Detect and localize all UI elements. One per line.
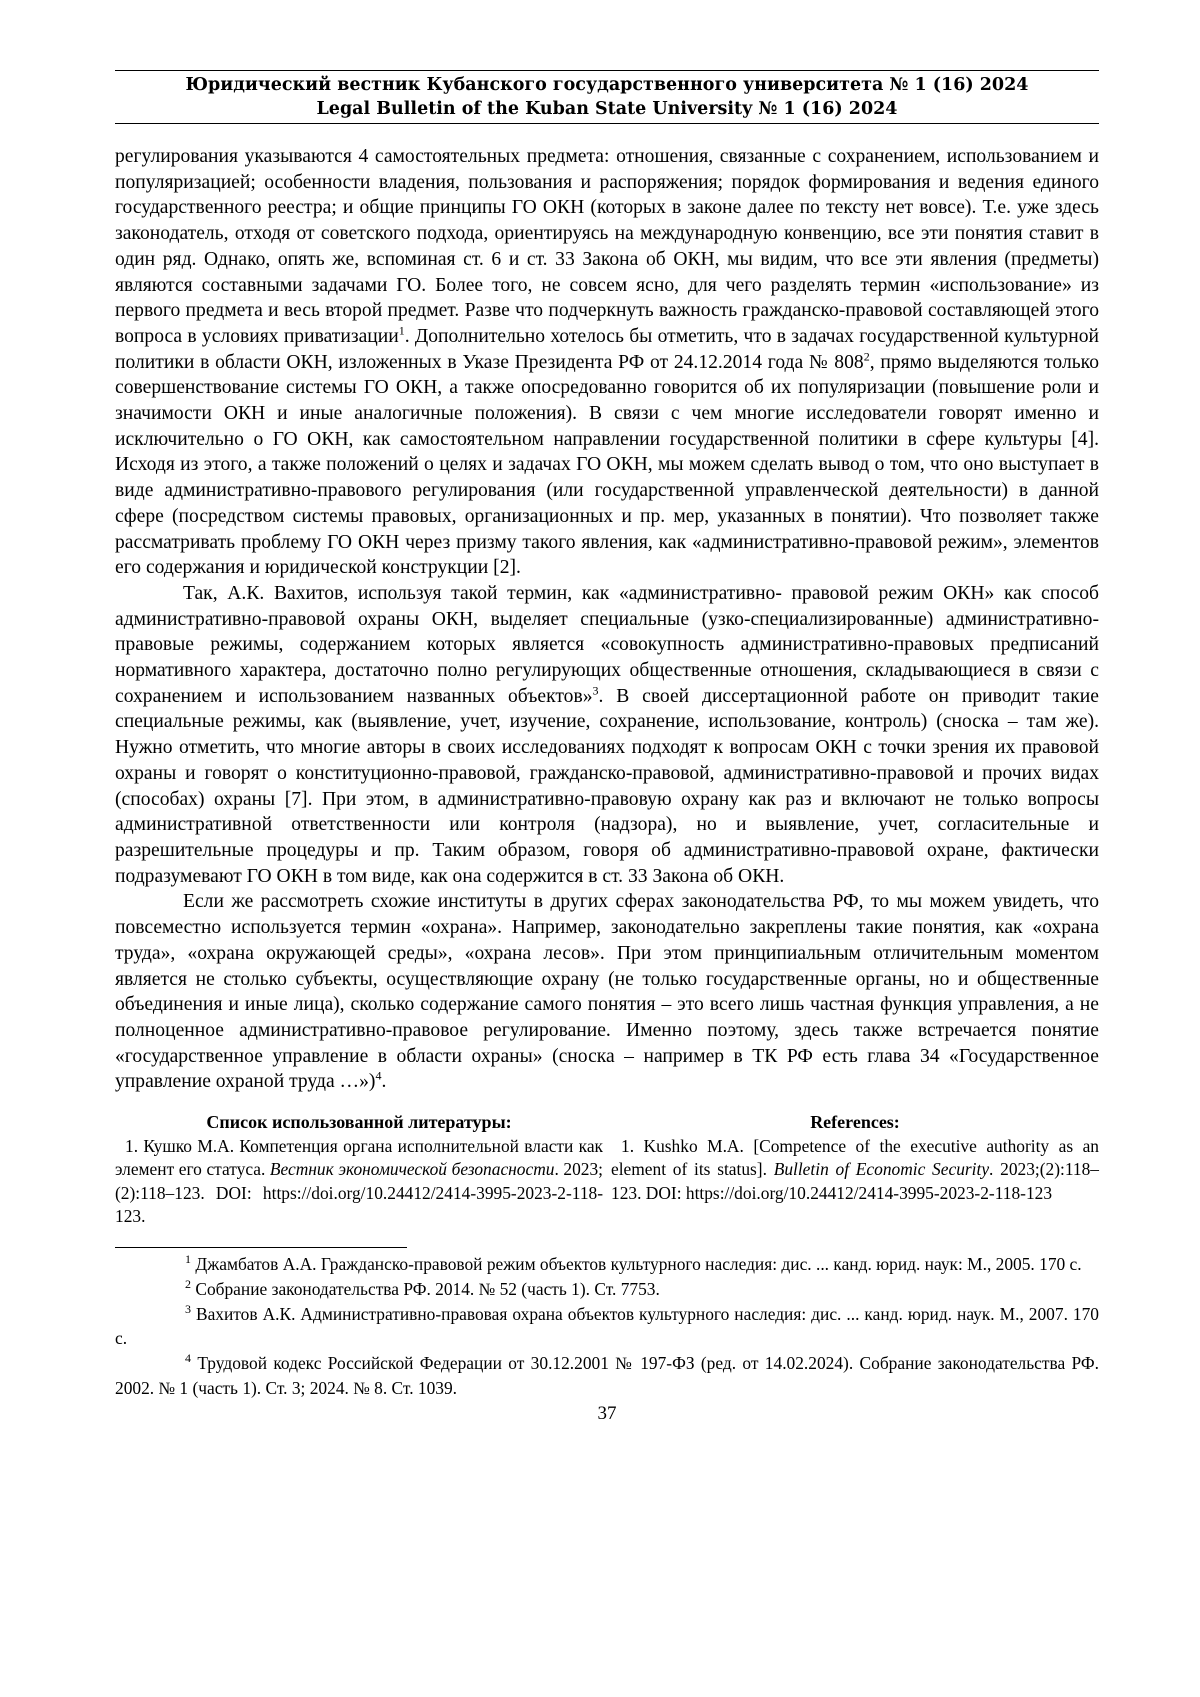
header-line-en: Legal Bulletin of the Kuban State University № 1 (16) 2024 bbox=[316, 99, 898, 119]
header-bottom-rule bbox=[115, 123, 1099, 124]
page bbox=[115, 70, 1099, 1425]
footnote-separator bbox=[115, 1247, 407, 1248]
footnotes bbox=[115, 1252, 1099, 1401]
references-en bbox=[611, 1111, 1099, 1229]
footnote-ref-3[interactable]: 3 bbox=[592, 683, 599, 698]
references-section bbox=[115, 1111, 1099, 1229]
reference-item-ru: 1. Кушко М.А. Компетенция органа исполнительной власти как элемент его статуса. Вестник экономической безопасности. 2023;(2):118–123. DOI: https://doi.org/10.24412/2414-3995-2023-2-118-123. bbox=[115, 1135, 604, 1227]
footnote-2: $^2$ Собрание законодательства РФ. 2014. № 52 (часть 1). Ст. 7753. bbox=[185, 1276, 660, 1299]
references-en-title: References: bbox=[810, 1112, 900, 1133]
article-body bbox=[115, 144, 1099, 1095]
references-ru-title: Список использованной литературы: bbox=[206, 1112, 512, 1133]
footnote-4: $^4$ Трудовой кодекс Российской Федерации от 30.12.2001 № 197-ФЗ (ред. от 14.02.2024). Собрание законодательства РФ. 2002. № 1 (часть 1). Ст. 3; 2024. № 8. Ст. 1039. bbox=[115, 1351, 1099, 1398]
footnote-1: $^1$ Джамбатов А.А. Гражданско-правовой режим объектов культурного наследия: дис. ... канд. юрид. наук: М., 2005. 170 с. bbox=[185, 1252, 1082, 1274]
footnote-ref-4[interactable]: 4 bbox=[375, 1068, 382, 1083]
footnote-ref-2[interactable]: 2 bbox=[863, 349, 870, 364]
paragraph-2: Так, А.К. Вахитов, используя такой термин, как «административно- правовой режим ОКН» как способ административно-правовой охраны ОКН, выделяет специальные (узко-специализированные) административно-правовые режимы, содержанием которых является «совокупность административно-правовых предписаний нормативного характера, достаточно полно регулирующих общественные отношения, складывающиеся в связи с сохранением и использованием названных объектов»$^3$. В своей диссертационной работе он приводит такие специальные режимы, как (выявление, учет, изучение, сохранение, использование, контроль) (сноска – там же). Нужно отметить, что многие авторы в своих исследованиях подходят к вопросам ОКН с точки зрения их правовой охраны и говорят о конституционно-правовой, гражданско-правовой, административно-правовой и прочих видах (способах) охраны [7]. При этом, в административно-правовую охрану как раз и включают не только вопросы административной ответственности или контроля (надзора), но и выявление, учет, согласительные и разрешительные процедуры и пр. Таким образом, говоря об административно-правовой охране, фактически подразумевают ГО ОКН в том виде, как она содержится в ст. 33 Закона об ОКН. bbox=[115, 582, 1099, 887]
references-ru bbox=[115, 1111, 603, 1229]
page-number: 37 bbox=[597, 1402, 617, 1424]
footnote-ref-1[interactable]: 1 bbox=[398, 323, 405, 338]
footnote-3: $^3$ Вахитов А.К. Административно-правовая охрана объектов культурного наследия: дис. ... канд. юрид. наук. М., 2007. 170 с. bbox=[115, 1301, 1099, 1349]
paragraph-3: Если же рассмотреть схожие институты в других сферах законодательства РФ, то мы можем увидеть, что повсеместно используется термин «охрана». Например, законодательно закреплены такие понятия, как «охрана труда», «охрана окружающей среды», «охрана лесов». При этом принципиальным отличительным моментом является не столько субъекты, осуществляющие охрану (не только государственные органы, но и общественные объединения и иные лица), сколько содержание самого понятия – это всего лишь частная функция управления, а не полноценное административно-правовое регулирование. Именно поэтому, здесь также встречается понятие «государственное управление в области охраны» (сноска – например в ТК РФ есть глава 34 «Государственное управление охраной труда …»)$^4$. bbox=[115, 891, 1099, 1093]
reference-item-en: 1. Kushko M.A. [Competence of the executive authority as an element of its status]. Bulletin of Economic Security. 2023;(2):118–123. DOI: https://doi.org/10.24412/2414-3995-2023-2-118-123 bbox=[611, 1135, 1099, 1203]
running-header bbox=[115, 71, 1099, 123]
paragraph-1: регулирования указываются 4 самостоятельных предмета: отношения, связанные с сохранением, использованием и популяризацией; особенности владения, пользования и распоряжения; порядок формирования и ведения единого государственного реестра; и общие принципы ГО ОКН (которых в законе далее по тексту нет вовсе). Т.е. уже здесь законодатель, отходя от советского подхода, ориентируясь на международную конвенцию, все эти понятия ставит в один ряд. Однако, опять же, вспоминая ст. 6 и ст. 33 Закона об ОКН, мы видим, что все эти явления (предметы) являются составными задачами ГО. Более того, не совсем ясно, для чего разделять термин «использование» из первого предмета и весь второй предмет. Разве что подчеркнуть важность гражданско-правовой составляющей этого вопроса в условиях приватизации$^1$. Дополнительно хотелось бы отметить, что в задачах государственной культурной политики в области ОКН, изложенных в Указе Президента РФ от 24.12.2014 года № $808^2$, прямо выделяются только совершенствование системы ГО ОКН, а также опосредованно говорится об их популяризации (повышение роли и значимости ОКН и иные аналогичные положения). В связи с чем многие исследователи говорят именно и исключительно о ГО ОКН, как самостоятельном направлении государственной политики в сфере культуры [4]. Исходя из этого, а также положений о целях и задачах ГО ОКН, мы можем сделать вывод о том, что оно выступает в виде административно-правового регулирования (или государственной управленческой деятельности) в данной сфере (посредством системы правовых, организационных и пр. мер, указанных в понятии). Что позволяет также рассматривать проблему ГО ОКН через призму такого явления, как «административно-правовой режим», элементов его содержания и юридической конструкции [2]. bbox=[115, 146, 1099, 579]
header-line-ru: Юридический вестник Кубанского государственного университета № 1 (16) 2024 bbox=[185, 75, 1029, 95]
